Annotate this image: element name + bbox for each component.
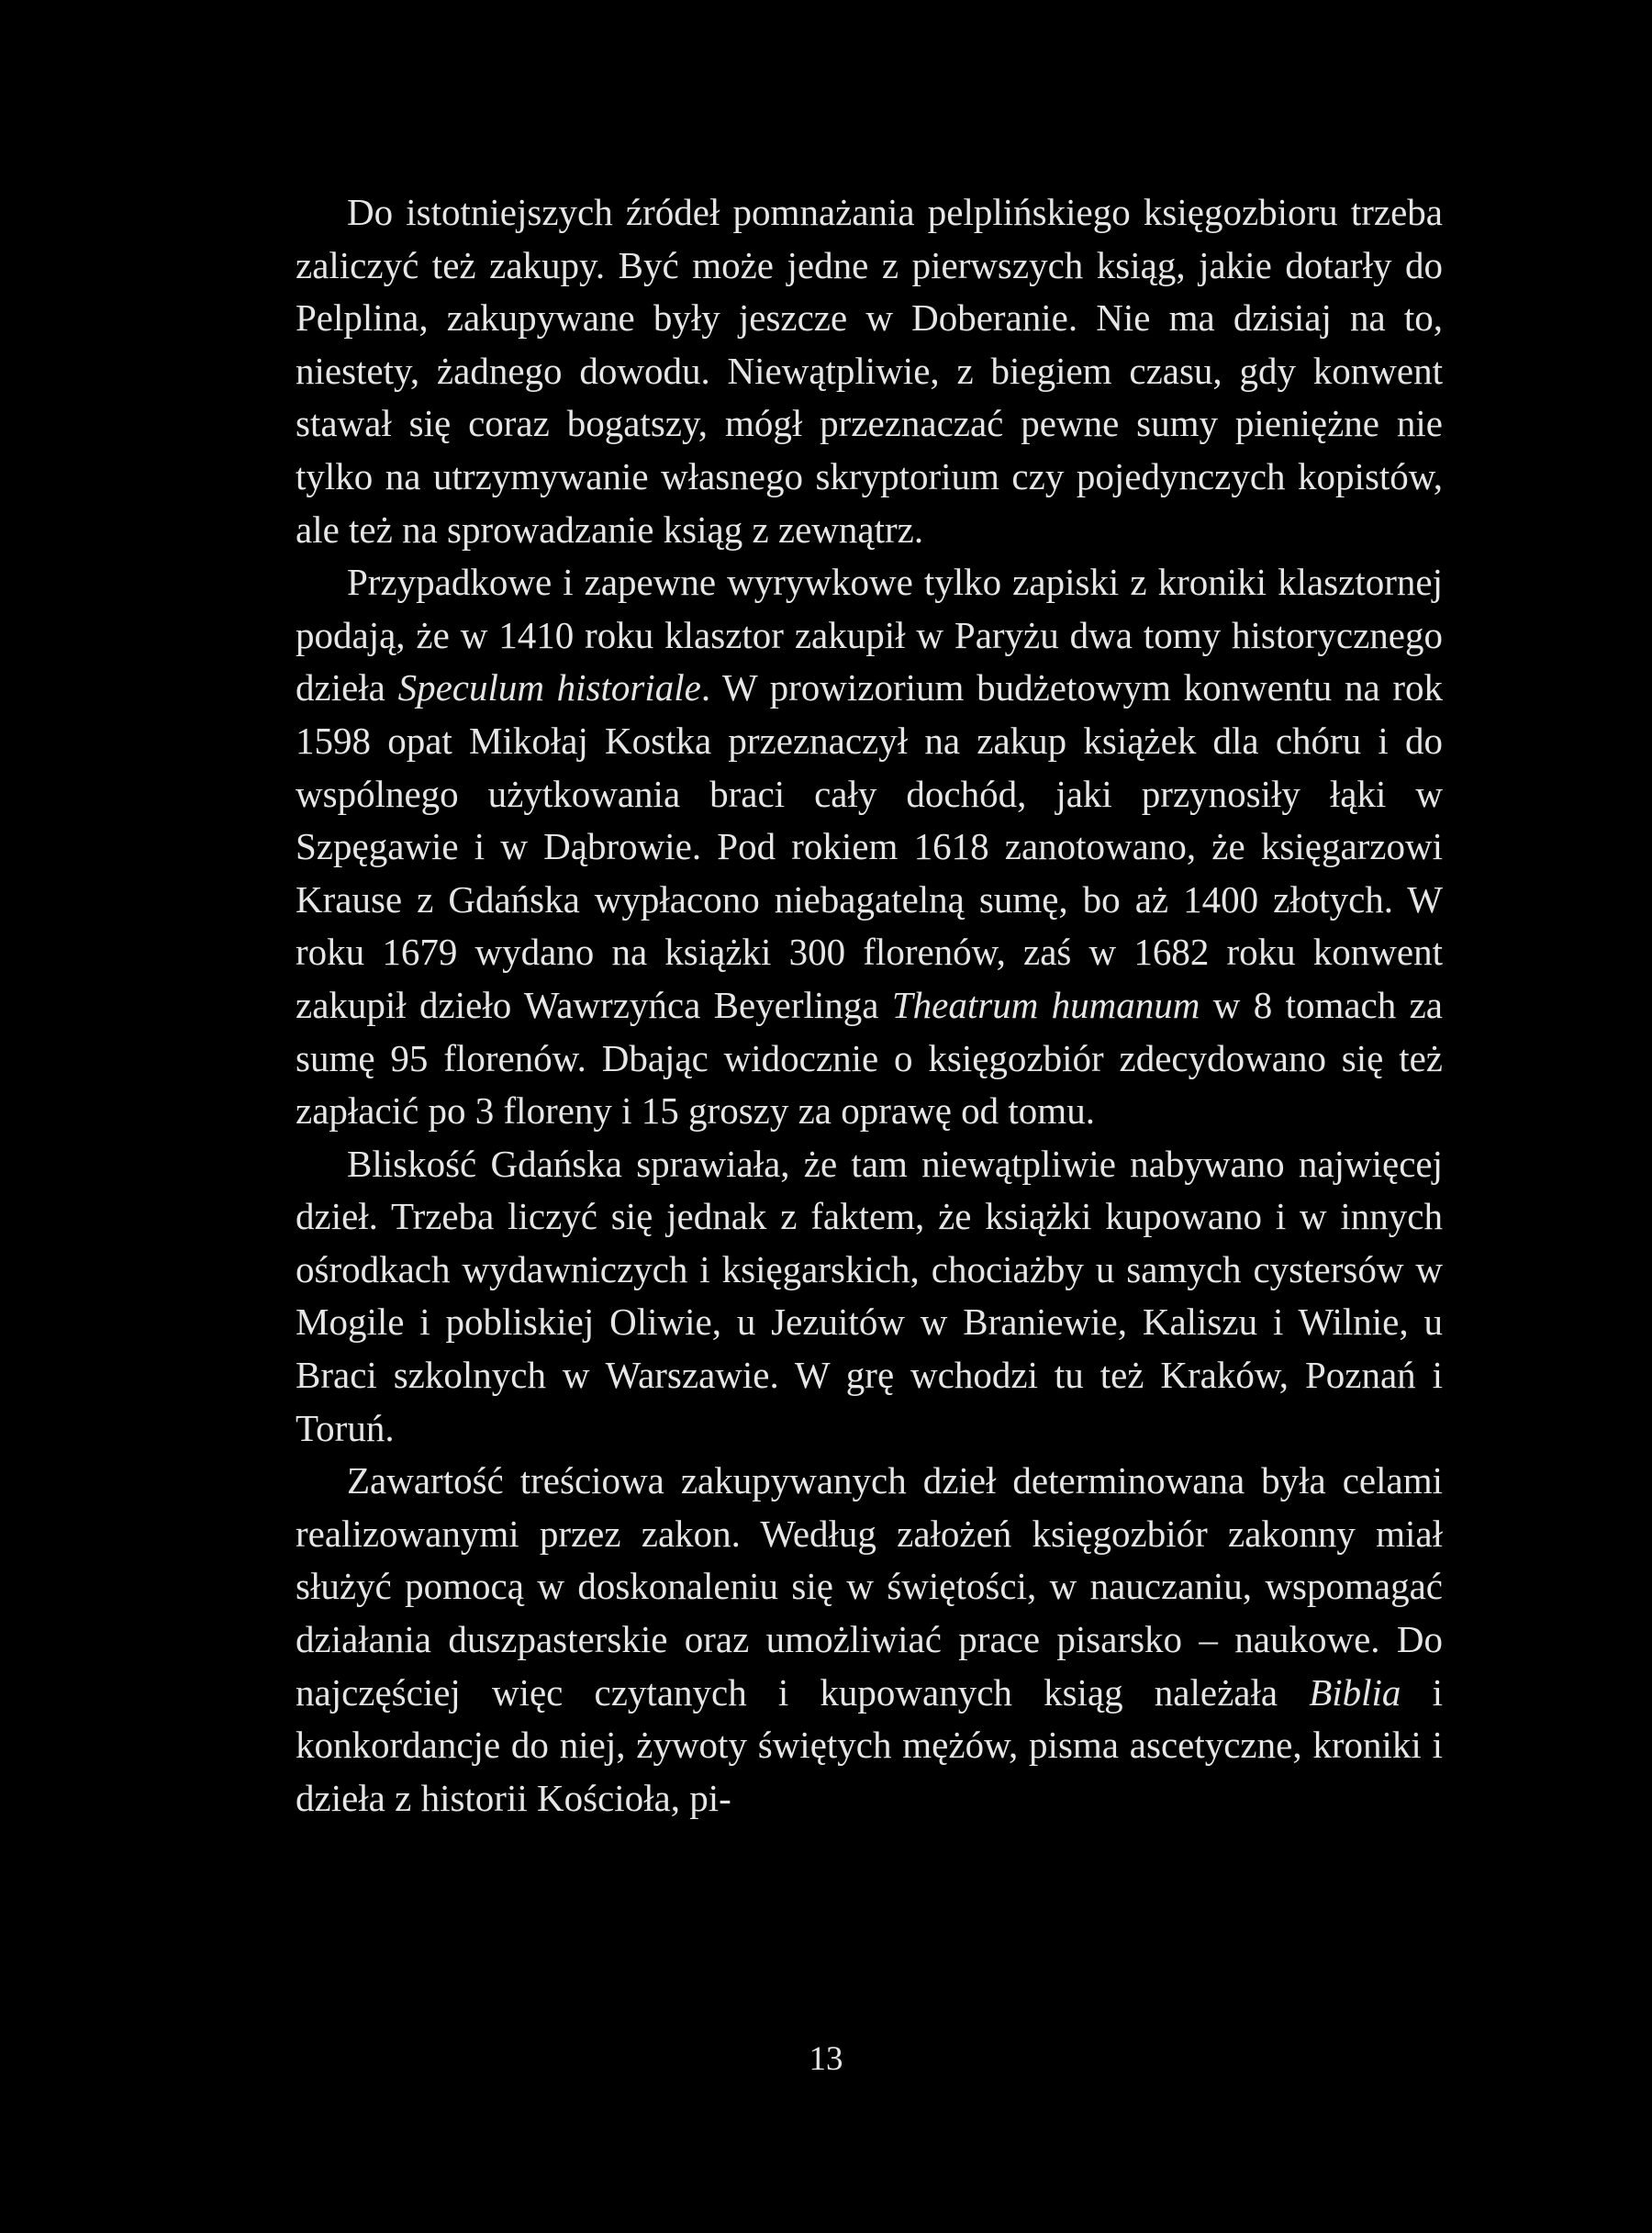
body-text [296, 186, 1443, 1825]
text-segment: w 8 tomach za sumę 95 florenów. Dbając widocznie o księgozbiór zdecydowano się też zapłacić po 3 floreny i 15 groszy za oprawę od tomu. [296, 983, 1443, 1133]
text-segment: Zawartość treściowa zakupywanych dzieł determinowana była celami realizowanymi przez zakon. Według założeń księgozbiór zakonny miał służyć pomocą w doskonaleniu się w świętości, w nauczaniu, wspomagać działania duszpasterskie oraz umożliwiać prace pisarsko – naukowe. Do najczęściej więc czytanych i kupowanych ksiąg należała [296, 1459, 1443, 1714]
paragraph [296, 556, 1443, 1138]
italic-title: Speculum historiale [397, 666, 701, 709]
paragraph [296, 1138, 1443, 1456]
paragraph [296, 186, 1443, 556]
text-segment: Bliskość Gdańska sprawiała, że tam niewątpliwie nabywano najwięcej dzieł. Trzeba liczyć się jednak z faktem, że książki kupowano i w innych ośrodkach wydawniczych i księgarskich, chociażby u samych cystersów w Mogile i pobliskiej Oliwie, u Jezuitów w Braniewie, Kaliszu i Wilnie, u Braci szkolnych w Warszawie. W grę wchodzi tu też Kraków, Poznań i Toruń. [296, 1142, 1443, 1449]
text-segment: Przypadkowe i zapewne wyrywkowe tylko zapiski z kroniki klasztornej podają, że w 1410 roku klasztor zakupił w Paryżu dwa tomy historycznego dzieła [296, 561, 1443, 709]
text-segment: i konkordancje do niej, żywoty świętych mężów, pisma ascetyczne, kroniki i dzieła z historii Kościoła, pi- [296, 1670, 1443, 1819]
text-segment: Do istotniejszych źródeł pomnażania pelplińskiego księgozbioru trzeba zaliczyć też zakupy. Być może jedne z pierwszych ksiąg, jakie dotarły do Pelplina, zakupywane były jeszcze w Doberanie. Nie ma dzisiaj na to, niestety, żadnego dowodu. Niewątpliwie, z biegiem czasu, gdy konwent stawał się coraz bogatszy, mógł przeznaczać pewne sumy pieniężne nie tylko na utrzymywanie własnego skryptorium czy pojedynczych kopistów, ale też na sprowadzanie ksiąg z zewnątrz. [296, 191, 1443, 551]
page-number: 13 [809, 2040, 843, 2078]
text-segment: . W prowizorium budżetowym konwentu na rok 1598 opat Mikołaj Kostka przeznaczył na zakup książek dla chóru i do wspólnego użytkowania braci cały dochód, jaki przynosiły łąki w Szpęgawie i w Dąbrowie. Pod rokiem 1618 zanotowano, że księgarzowi Krause z Gdańska wypłacono niebagatelną sumę, bo aż 1400 złotych. W roku 1679 wydano na książki 300 florenów, zaś w 1682 roku konwent zakupił dzieło Wawrzyńca Beyerlinga [296, 666, 1443, 1026]
italic-title: Biblia [1309, 1670, 1401, 1714]
italic-title: Theatrum humanum [891, 983, 1200, 1026]
paragraph [296, 1455, 1443, 1825]
